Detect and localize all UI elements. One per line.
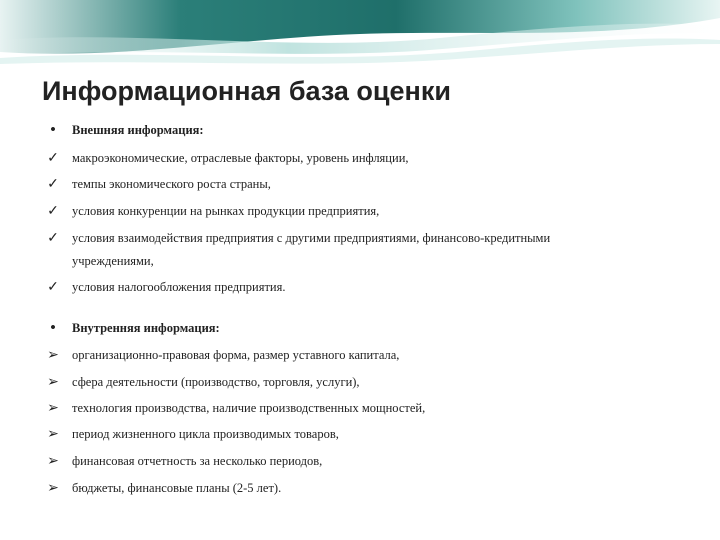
internal-heading-text: Внутренняя информация: (72, 321, 220, 335)
arrow-bullet-icon: ➢ (47, 427, 59, 442)
slide-title: Информационная база оценки (42, 76, 451, 106)
list-item: ✓ условия взаимодействия предприятия с другими предприятиями, финансово-кредитными (72, 227, 550, 250)
list-item: ➢ технология производства, наличие производственных мощностей, (72, 397, 425, 420)
checkmark-icon: ✓ (47, 280, 59, 295)
list-item: ➢ сфера деятельности (производство, торговля, услуги), (72, 371, 360, 394)
checkmark-icon: ✓ (47, 204, 59, 219)
arrow-bullet-icon: ➢ (47, 481, 59, 496)
arrow-bullet-icon: ➢ (47, 454, 59, 469)
checkmark-icon: ✓ (47, 151, 59, 166)
bullet-icon: • (50, 122, 56, 138)
external-info-heading (50, 119, 204, 142)
internal-info-heading (50, 317, 220, 340)
arrow-bullet-icon: ➢ (47, 348, 59, 363)
list-item: ➢ бюджеты, финансовые планы (2-5 лет). (72, 477, 281, 500)
list-item: ✓ темпы экономического роста страны, (72, 173, 271, 196)
decorative-wave-banner (0, 0, 720, 80)
list-item: ➢ финансовая отчетность за несколько периодов, (72, 450, 322, 473)
arrow-bullet-icon: ➢ (47, 375, 59, 390)
list-item: ➢ период жизненного цикла производимых товаров, (72, 423, 339, 446)
list-item: ✓ условия налогообложения предприятия. (72, 276, 286, 299)
checkmark-icon: ✓ (47, 177, 59, 192)
list-item: ✓ условия конкуренции на рынках продукции предприятия, (72, 200, 379, 223)
list-item: ✓ макроэкономические, отраслевые факторы, уровень инфляции, (72, 147, 409, 170)
external-heading-text: Внешняя информация: (72, 123, 204, 137)
arrow-bullet-icon: ➢ (47, 401, 59, 416)
checkmark-icon: ✓ (47, 231, 59, 246)
list-item: ➢ организационно-правовая форма, размер уставного капитала, (72, 344, 399, 367)
list-item-continuation: учреждениями, (72, 254, 154, 268)
bullet-icon: • (50, 320, 56, 336)
